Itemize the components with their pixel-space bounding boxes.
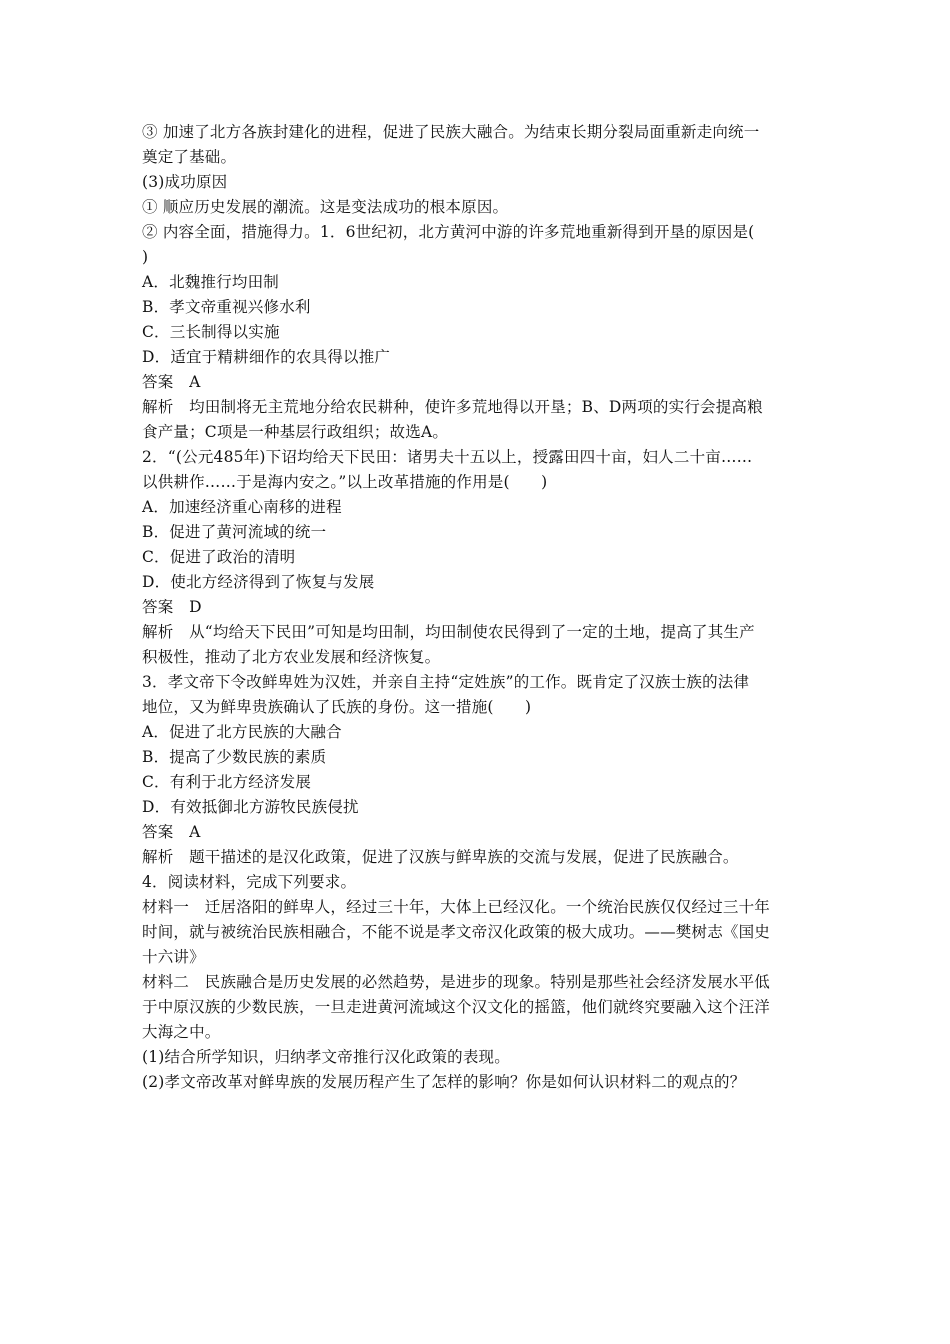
question-2-option-b: B．促进了黄河流域的统一 xyxy=(142,523,327,541)
question-1-stem-end: ) xyxy=(142,248,149,266)
question-1-option-a: A．北魏推行均田制 xyxy=(142,273,279,291)
question-4-part-1: (1)结合所学知识，归纳孝文帝推行汉化政策的表现。 xyxy=(142,1048,510,1066)
material-one: 十六讲》 xyxy=(142,948,205,966)
document-page xyxy=(142,120,810,1095)
question-3-option-d: D．有效抵御北方游牧民族侵扰 xyxy=(142,798,359,816)
material-two: 于中原汉族的少数民族，一旦走进黄河流域这个汉文化的摇篮，他们就终究要融入这个汪洋 xyxy=(142,998,771,1016)
question-1-analysis: 食产量；C项是一种基层行政组织；故选A。 xyxy=(142,423,449,441)
question-2-stem: 2．“(公元485年)下诏均给天下民田：诸男夫十五以上，授露田四十亩，妇人二十亩…… xyxy=(142,448,753,466)
material-one: 材料一 迁居洛阳的鲜卑人，经过三十年，大体上已经汉化。一个统治民族仅仅经过三十年 xyxy=(142,898,771,916)
section-heading: (3)成功原因 xyxy=(142,173,228,191)
question-2-option-d: D．使北方经济得到了恢复与发展 xyxy=(142,573,375,591)
question-4-part-2: (2)孝文帝改革对鲜卑族的发展历程产生了怎样的影响？你是如何认识材料二的观点的？ xyxy=(142,1073,746,1091)
question-2-stem: 以供耕作……于是海内安之。”以上改革措施的作用是( ) xyxy=(142,473,548,491)
material-two: 材料二 民族融合是历史发展的必然趋势，是进步的现象。特别是那些社会经济发展水平低 xyxy=(142,973,771,991)
question-1-option-b: B．孝文帝重视兴修水利 xyxy=(142,298,311,316)
question-1-answer: 答案 A xyxy=(142,373,201,391)
material-two: 大海之中。 xyxy=(142,1023,221,1041)
question-3-answer: 答案 A xyxy=(142,823,201,841)
question-3-stem: 地位，又为鲜卑贵族确认了氏族的身份。这一措施( ) xyxy=(142,698,532,716)
question-2-option-a: A．加速经济重心南移的进程 xyxy=(142,498,342,516)
text-line: ③ 加速了北方各族封建化的进程，促进了民族大融合。为结束长期分裂局面重新走向统一 xyxy=(142,123,760,141)
text-line: 奠定了基础。 xyxy=(142,148,237,166)
question-3-option-b: B．提高了少数民族的素质 xyxy=(142,748,327,766)
question-1-option-d: D．适宜于精耕细作的农具得以推广 xyxy=(142,348,391,366)
question-3-option-a: A．促进了北方民族的大融合 xyxy=(142,723,342,741)
question-4-stem: 4．阅读材料，完成下列要求。 xyxy=(142,873,357,891)
question-3-option-c: C．有利于北方经济发展 xyxy=(142,773,312,791)
question-1-option-c: C．三长制得以实施 xyxy=(142,323,280,341)
question-1-stem: ② 内容全面，措施得力。1．6世纪初，北方黄河中游的许多荒地重新得到开垦的原因是( xyxy=(142,223,755,241)
question-2-answer: 答案 D xyxy=(142,598,202,616)
question-3-stem: 3．孝文帝下令改鲜卑姓为汉姓，并亲自主持“定姓族”的工作。既肯定了汉族士族的法律 xyxy=(142,673,750,691)
question-2-option-c: C．促进了政治的清明 xyxy=(142,548,296,566)
question-2-analysis: 积极性，推动了北方农业发展和经济恢复。 xyxy=(142,648,441,666)
question-2-analysis: 解析 从“均给天下民田”可知是均田制，均田制使农民得到了一定的土地，提高了其生产 xyxy=(142,623,755,641)
material-one: 时间，就与被统治民族相融合，不能不说是孝文帝汉化政策的极大成功。——樊树志《国史 xyxy=(142,923,771,941)
question-3-analysis: 解析 题干描述的是汉化政策，促进了汉族与鲜卑族的交流与发展，促进了民族融合。 xyxy=(142,848,739,866)
text-line: ① 顺应历史发展的潮流。这是变法成功的根本原因。 xyxy=(142,198,509,216)
question-1-analysis: 解析 均田制将无主荒地分给农民耕种，使许多荒地得以开垦；B、D两项的实行会提高粮 xyxy=(142,398,763,416)
